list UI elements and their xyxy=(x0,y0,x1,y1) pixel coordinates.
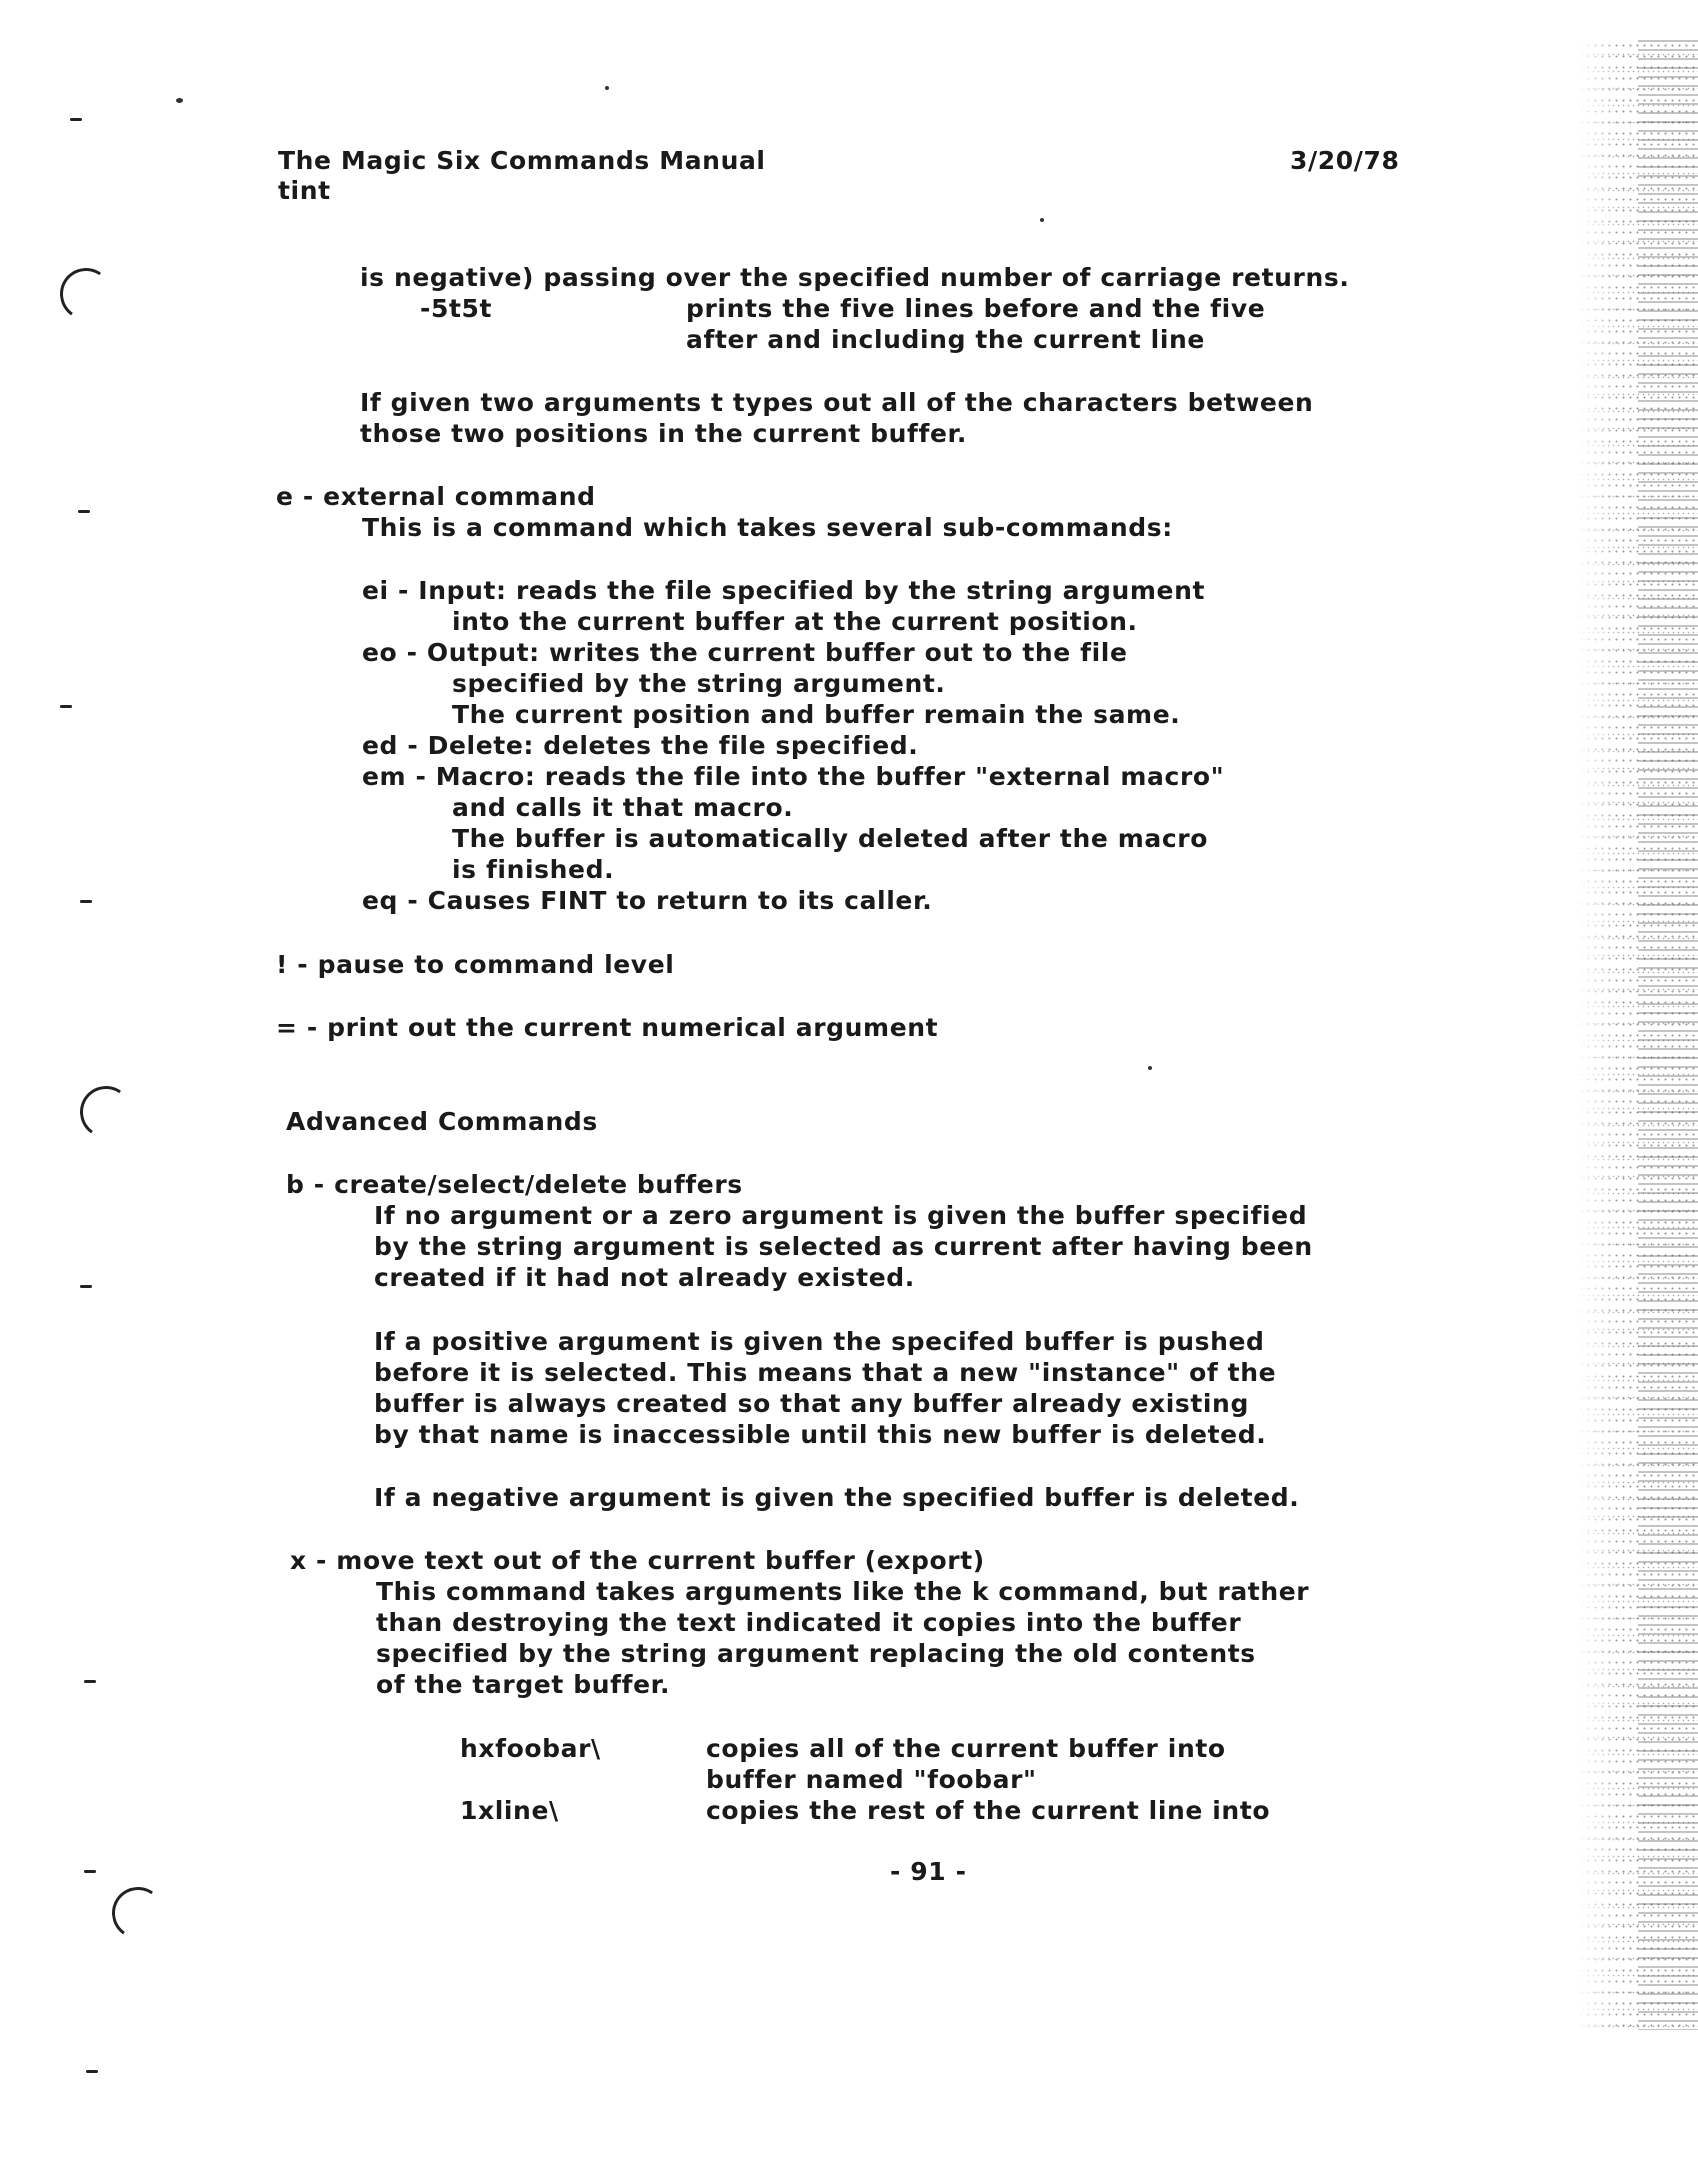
text-line: buffer is always created so that any buffer already existing xyxy=(374,1389,1249,1418)
text-line: copies the rest of the current line into xyxy=(706,1796,1271,1825)
text-line: and calls it that macro. xyxy=(452,793,794,822)
document-title: The Magic Six Commands Manual xyxy=(278,146,766,175)
text-line: = - print out the current numerical argument xyxy=(276,1013,939,1042)
punch-hole-mark xyxy=(76,1082,136,1142)
text-line: The buffer is automatically deleted after the macro xyxy=(452,824,1208,853)
text-line: If a positive argument is given the specifed buffer is pushed xyxy=(374,1327,1265,1356)
text-line: ei - Input: reads the file specified by the string argument xyxy=(362,576,1206,605)
text-line: specified by the string argument replacing the old contents xyxy=(376,1639,1256,1668)
text-line: 1xline\ xyxy=(460,1796,559,1825)
margin-mark xyxy=(78,510,90,513)
scan-speck xyxy=(1040,218,1044,222)
margin-mark xyxy=(80,900,92,903)
text-line: eo - Output: writes the current buffer out to the file xyxy=(362,638,1128,667)
scan-edge-noise xyxy=(1638,40,1698,2030)
margin-mark xyxy=(84,1680,96,1683)
text-line: before it is selected. This means that a new "instance" of the xyxy=(374,1358,1277,1387)
page-number: - 91 - xyxy=(890,1857,967,1886)
text-line: of the target buffer. xyxy=(376,1670,671,1699)
scan-speck xyxy=(1148,1066,1152,1070)
text-line: specified by the string argument. xyxy=(452,669,946,698)
text-line: buffer named "foobar" xyxy=(706,1765,1037,1794)
text-line: The current position and buffer remain the same. xyxy=(452,700,1181,729)
margin-mark xyxy=(80,1285,92,1288)
punch-hole-mark xyxy=(108,1883,168,1943)
document-subtitle: tint xyxy=(278,176,331,205)
text-line: hxfoobar\ xyxy=(460,1734,601,1763)
text-line: prints the five lines before and the five xyxy=(686,294,1266,323)
text-line: x - move text out of the current buffer (export) xyxy=(290,1546,985,1575)
text-line: e - external command xyxy=(276,482,596,511)
text-line: em - Macro: reads the file into the buffer "external macro" xyxy=(362,762,1225,791)
text-line: those two positions in the current buffer. xyxy=(360,419,968,448)
text-line: than destroying the text indicated it copies into the buffer xyxy=(376,1608,1242,1637)
text-line: ! - pause to command level xyxy=(276,950,675,979)
scan-speck xyxy=(176,98,183,103)
text-line: is finished. xyxy=(452,855,615,884)
text-line: This is a command which takes several sub-commands: xyxy=(362,513,1173,542)
text-line: ed - Delete: deletes the file specified. xyxy=(362,731,919,760)
text-line: eq - Causes FINT to return to its caller. xyxy=(362,886,933,915)
margin-mark xyxy=(86,2070,98,2073)
margin-mark xyxy=(60,705,72,708)
text-line: b - create/select/delete buffers xyxy=(286,1170,743,1199)
text-line: If a negative argument is given the specified buffer is deleted. xyxy=(374,1483,1300,1512)
text-line: into the current buffer at the current position. xyxy=(452,607,1138,636)
text-line: Advanced Commands xyxy=(286,1107,598,1136)
text-line: is negative) passing over the specified number of carriage returns. xyxy=(360,263,1350,292)
text-line: -5t5t xyxy=(420,294,493,323)
margin-mark xyxy=(70,118,82,121)
text-line: by the string argument is selected as current after having been xyxy=(374,1232,1313,1261)
margin-mark xyxy=(84,1870,96,1873)
text-line: If given two arguments t types out all of the characters between xyxy=(360,388,1314,417)
scan-speck xyxy=(605,86,609,90)
document-date: 3/20/78 xyxy=(1290,146,1400,175)
text-line: by that name is inaccessible until this new buffer is deleted. xyxy=(374,1420,1267,1449)
text-line: after and including the current line xyxy=(686,325,1205,354)
text-line: created if it had not already existed. xyxy=(374,1263,915,1292)
punch-hole-mark xyxy=(56,264,116,324)
text-line: This command takes arguments like the k command, but rather xyxy=(376,1577,1310,1606)
text-line: If no argument or a zero argument is given the buffer specified xyxy=(374,1201,1308,1230)
text-line: copies all of the current buffer into xyxy=(706,1734,1226,1763)
